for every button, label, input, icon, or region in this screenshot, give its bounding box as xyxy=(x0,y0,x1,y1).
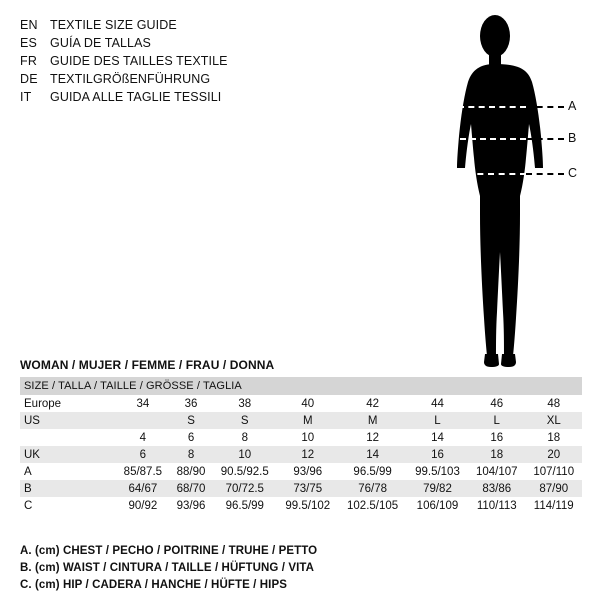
row-label-uk: UK xyxy=(20,446,116,463)
cell-usnum-6: 16 xyxy=(468,429,525,446)
table-row-europe xyxy=(20,395,582,412)
title-block xyxy=(20,16,350,106)
cell-europe-0: 34 xyxy=(116,395,170,412)
cell-uk-3: 12 xyxy=(277,446,338,463)
cell-uk-4: 14 xyxy=(338,446,407,463)
title-text-es: GUÍA DE TALLAS xyxy=(50,36,151,50)
cell-b-3: 73/75 xyxy=(277,480,338,497)
cell-c-7: 114/119 xyxy=(525,497,582,514)
cell-europe-3: 40 xyxy=(277,395,338,412)
measure-label-c: C xyxy=(568,166,578,180)
cell-usnum-7: 18 xyxy=(525,429,582,446)
row-label-a: A xyxy=(20,463,116,480)
table-row-us-letter xyxy=(20,412,582,429)
title-text-it: GUIDA ALLE TAGLIE TESSILI xyxy=(50,90,222,104)
cell-us-5: L xyxy=(407,412,468,429)
cell-europe-2: 38 xyxy=(212,395,277,412)
legend-line-c: C. (cm) HIP / CADERA / HANCHE / HÜFTE / HIPS xyxy=(20,579,288,591)
cell-europe-4: 42 xyxy=(338,395,407,412)
row-label-us-numeric xyxy=(20,429,116,446)
cell-b-0: 64/67 xyxy=(116,480,170,497)
table-header-row xyxy=(20,377,582,395)
cell-uk-0: 6 xyxy=(116,446,170,463)
table-group-header: WOMAN / MUJER / FEMME / FRAU / DONNA xyxy=(20,358,275,372)
language-code-es: ES xyxy=(20,36,38,50)
row-label-b: B xyxy=(20,480,116,497)
legend-line-b: B. (cm) WAIST / CINTURA / TAILLE / HÜFTUNG / VITA xyxy=(20,562,315,574)
table-row-us-numeric xyxy=(20,429,582,446)
cell-us-6: L xyxy=(468,412,525,429)
cell-us-0 xyxy=(116,412,170,429)
cell-uk-6: 18 xyxy=(468,446,525,463)
cell-us-7: XL xyxy=(525,412,582,429)
cell-us-2: S xyxy=(212,412,277,429)
language-code-fr: FR xyxy=(20,54,38,68)
cell-b-1: 68/70 xyxy=(170,480,213,497)
cell-a-1: 88/90 xyxy=(170,463,213,480)
cell-a-5: 99.5/103 xyxy=(407,463,468,480)
measure-leader-chest xyxy=(526,106,564,108)
cell-c-0: 90/92 xyxy=(116,497,170,514)
female-silhouette-icon xyxy=(430,8,560,368)
cell-c-6: 110/113 xyxy=(468,497,525,514)
size-table-section xyxy=(20,358,582,514)
cell-a-7: 107/110 xyxy=(525,463,582,480)
cell-b-2: 70/72.5 xyxy=(212,480,277,497)
cell-europe-1: 36 xyxy=(170,395,213,412)
cell-c-1: 93/96 xyxy=(170,497,213,514)
row-label-europe: Europe xyxy=(20,395,116,412)
title-row-it xyxy=(20,88,350,106)
language-code-de: DE xyxy=(20,72,38,86)
cell-uk-7: 20 xyxy=(525,446,582,463)
table-row-c xyxy=(20,497,582,514)
language-code-it: IT xyxy=(20,90,32,104)
measurement-legend xyxy=(20,543,420,594)
table-row-a xyxy=(20,463,582,480)
cell-europe-6: 46 xyxy=(468,395,525,412)
cell-b-7: 87/90 xyxy=(525,480,582,497)
cell-c-4: 102.5/105 xyxy=(338,497,407,514)
row-label-c: C xyxy=(20,497,116,514)
language-code-en: EN xyxy=(20,18,38,32)
body-figure xyxy=(400,8,595,368)
title-row-en xyxy=(20,16,350,34)
cell-usnum-3: 10 xyxy=(277,429,338,446)
table-row-b xyxy=(20,480,582,497)
measure-label-a: A xyxy=(568,99,577,113)
cell-usnum-1: 6 xyxy=(170,429,213,446)
cell-a-0: 85/87.5 xyxy=(116,463,170,480)
cell-usnum-4: 12 xyxy=(338,429,407,446)
cell-usnum-2: 8 xyxy=(212,429,277,446)
table-row-uk xyxy=(20,446,582,463)
measure-line-waist xyxy=(460,138,526,140)
cell-c-5: 106/109 xyxy=(407,497,468,514)
cell-b-5: 79/82 xyxy=(407,480,468,497)
cell-uk-2: 10 xyxy=(212,446,277,463)
title-text-fr: GUIDE DES TAILLES TEXTILE xyxy=(50,54,228,68)
cell-europe-7: 48 xyxy=(525,395,582,412)
legend-line-a: A. (cm) CHEST / PECHO / POITRINE / TRUHE / PETTO xyxy=(20,545,318,557)
title-row-es xyxy=(20,34,350,52)
size-table xyxy=(20,377,582,514)
cell-uk-5: 16 xyxy=(407,446,468,463)
title-row-de xyxy=(20,70,350,88)
measure-line-chest xyxy=(458,106,526,108)
title-text-en: TEXTILE SIZE GUIDE xyxy=(50,18,177,32)
cell-c-2: 96.5/99 xyxy=(212,497,277,514)
cell-us-1: S xyxy=(170,412,213,429)
table-column-header: SIZE / TALLA / TAILLE / GRÖSSE / TAGLIA xyxy=(20,377,582,395)
cell-b-6: 83/86 xyxy=(468,480,525,497)
cell-a-4: 96.5/99 xyxy=(338,463,407,480)
title-text-de: TEXTILGRÖßENFÜHRUNG xyxy=(50,72,211,86)
cell-c-3: 99.5/102 xyxy=(277,497,338,514)
measure-leader-hip xyxy=(526,173,564,175)
title-row-fr xyxy=(20,52,350,70)
measure-leader-waist xyxy=(526,138,564,140)
cell-us-4: M xyxy=(338,412,407,429)
cell-usnum-0: 4 xyxy=(116,429,170,446)
cell-a-6: 104/107 xyxy=(468,463,525,480)
cell-europe-5: 44 xyxy=(407,395,468,412)
measure-label-b: B xyxy=(568,131,577,145)
cell-usnum-5: 14 xyxy=(407,429,468,446)
row-label-us: US xyxy=(20,412,116,429)
cell-a-3: 93/96 xyxy=(277,463,338,480)
cell-b-4: 76/78 xyxy=(338,480,407,497)
measure-line-hip xyxy=(456,173,526,175)
cell-uk-1: 8 xyxy=(170,446,213,463)
cell-us-3: M xyxy=(277,412,338,429)
cell-a-2: 90.5/92.5 xyxy=(212,463,277,480)
